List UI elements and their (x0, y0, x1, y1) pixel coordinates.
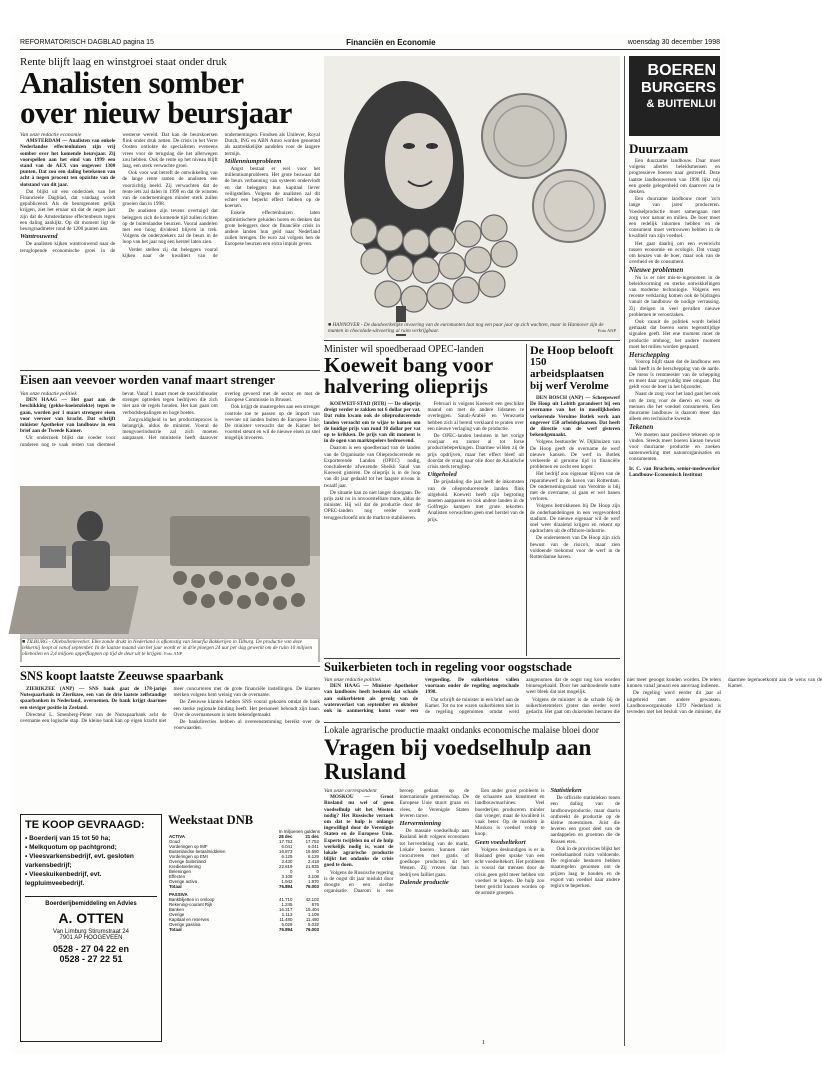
sidebar-author: Ir. C. van Bruchem, senior-medewerker Landbouw-Economisch Instituut (629, 465, 720, 478)
divider (324, 340, 620, 341)
table-cell-label: Goud (169, 839, 180, 844)
table-cell-value: 42.102 (305, 897, 319, 902)
table-cell-value: 1.970 (308, 879, 319, 884)
article-subhead: Uitgeholed (427, 471, 457, 479)
table-cell-label: Overige activa (169, 879, 198, 884)
advert-box (20, 814, 162, 1042)
article-subhead: Wantrouwend (20, 233, 58, 241)
article-paragraph: Februari is volgens Koeweit een geschikte maand om met de andere lidstaten te overleggen. Saudi-Arabië en Venezuela hebben zich al bereid verklaard te praten over een nieuwe verlaging van de productie. (427, 401, 524, 432)
sidebar-subhead: Herschepping (629, 351, 670, 360)
article-body (324, 401, 524, 641)
article-subhead: Herverminning (399, 820, 442, 828)
advert-item: • Boerderij van 15 tot 50 ha; (25, 835, 111, 842)
advert-footer: Boerderijbemiddeling en Advies (45, 901, 137, 907)
sidebar-paragraph: Het gaat daarbij om een evenwicht tussen economie en ecologie. Dat vraagt om keuzes van de boer, maar ook van de overheid en de consument. (629, 240, 720, 266)
advert-phone2: 0528 - 27 22 51 (59, 954, 123, 964)
sidebar-paragraph: Nu is er niet mis-te-ingenomen in de beleidsvorming en sterke ontwikkelingen van moderne technologie. Volgens een recente verklaring komen ook de bijdragen vanuit de landbouw de nodige verrassing. Zij dreigen in veel gevallen nieuwe problemen te veroorzaken. (629, 274, 720, 318)
weekstaat-table (168, 834, 320, 932)
table-cell-value: 76.003 (305, 927, 319, 932)
sidebar-paragraph: Naast de zorg voor het land gaat het ook om de zorg voor de dieren en voor de mensen die het voedsel consumeren. Een duurzame landbouw is daarom meer dan alleen een technische kwestie. (629, 391, 720, 423)
table-unit: In miljoenen guldens (278, 829, 320, 834)
table-cell-label: Overige (169, 912, 185, 917)
article-paragraph: De analisten zijn tevens overtuigd dat beleggers zich de komende tijd zullen richten op de buitenlandse beurzen. Vooral aandelen met een hoog dividend blijven in trek. Volgens de onderzoekers zal de beurs in de loop van het jaar nog een herstel laten zien. (122, 208, 218, 246)
table-cell-label: Bankbiljetten in omloop (169, 897, 215, 902)
article-lead: DEN BOSCH (ANP) — Scheepswerf De Hoop uit Lobith garandeert bij een overname van het in moeilijkheden verkerende Verolme Botlek werk aan ongeveer 150 arbeidsplaatsen. Dat heeft de directie van de werf gisteren bekendgemaakt. (530, 395, 620, 439)
article-byline: Van onze redactie economie (20, 132, 82, 138)
column-header: 21 dec (305, 834, 319, 839)
photo-credit: Foto ANP (164, 651, 183, 656)
article-paragraph: Angst bestaat er wel voor het millenniumprobleem. Het grote bezwaar dat de beurs verbanning van systeem ondervindt en dat beleggers hun kapitaal liever veiligstellen. Volgens de analisten zal dit echter een beperkt effect hebben op de koersen. (224, 166, 320, 210)
article-sns (20, 670, 320, 810)
article-kicker: Rente blijft laag en winstgroei staat onder druk (20, 56, 227, 68)
article-headline-line2: halvering olieprijs (324, 374, 488, 398)
article-paragraph: Zorgvuldigheid in het productieproces is belangrijk, aldus de minister. Vooral de mengvoerindustrie zal zich moeten aanpassen. Het ministerie heeft daarover overleg gevoerd met de sector en met de Europese Commissie in Brussel. (122, 391, 320, 442)
table-cell-value: 17.752 (279, 839, 293, 844)
photo-caption (328, 322, 616, 334)
table-cell-value: 21.935 (305, 864, 319, 869)
table-cell-label: Overige buitenland (169, 859, 206, 864)
article-paragraph: Volgens bestuurder W. Dijkhuizen van De Hoop geeft de overname de werf nieuwe kansen. De werf in Botlek verkeerde al geruime tijd in financiële problemen en zocht een koper. (530, 439, 620, 471)
weekstaat-dnb (168, 814, 320, 1042)
article-paragraph: Directeur L. Smenberg-Pieter van de Nutsspaarbank acht de overname een logische stap. De kleine bank kan op eigen kracht niet meer concurreren met de grote financiële instellingen. De klanten merken volgens hem weinig van de overname. (20, 686, 320, 725)
table-cell-label: Kredietverlening (169, 864, 201, 869)
table-cell-value: 11.480 (279, 917, 293, 922)
table-cell-value: 1.942 (281, 879, 293, 884)
table-cell-value: 41.710 (279, 897, 293, 902)
table-cell-value: 17.752 (305, 839, 319, 844)
article-headline-line1: De Hoop belooft (530, 343, 614, 357)
article-paragraph: Dat schrijft de minister in een brief aan de Kamer. Tot nu toe waren suikerbieten niet in de regeling opgenomen omdat werd aangenomen dat de oogst nog kon worden binnengehaald. Door het aanhoudende natte weer bleek dat niet mogelijk. (425, 677, 620, 716)
table-header-row (168, 889, 320, 897)
article-paragraph: Een ander groot probleem is de schaarste aan kunstmest en landbouwmachines. Veel boerderijen produceren minder dan vroeger, maar de kwaliteit is vaak beter. Op de markten in Moskou is voedsel volop te koop. (475, 788, 545, 838)
section-header: ACTIVA (169, 834, 186, 839)
table-cell-label: Totaal (169, 884, 182, 889)
table-cell-value: 15.404 (305, 907, 319, 912)
table-cell-value: 6.041 (308, 844, 319, 849)
article-paragraph: Daarom is een spoedberaad van de landen van de Organisatie van Olieproducerende en Exporterende Landen (OPEC) nodig, concludeerde afwezende Sheikh Saud van Koeweit gisteren. De olieprijs is in de loop van dit jaar gedaald tot het laagste niveau in twaalf jaar. (324, 445, 421, 489)
article-subhead: Statistieken (550, 787, 582, 794)
sidebar-paragraph: Een duurzame landbouw moet 'zo'n lange van jaren' produceren. Voedselproductie moet samengaan met zorg voor natuur en milieu. De boer moet een redelijk inkomen hebben en de consument moet vertrouwen hebben in de kwaliteit van zijn voedsel. (629, 196, 720, 240)
article-paragraph: De prijsdaling die jaar heeft de inkomsten van de olieproducerende landen flink uitgehold. Koeweit heeft zijn begroting moeten aanpassen en ook andere landen in de Golfregio kampen met grote tekorten. Analisten verwachten geen snel herstel van de prijs. (427, 479, 524, 523)
article-paragraph: De Zeeuwse klanten hebben SNS vooral gekozen omdat de bank een sterke regionale binding heeft. Het personeel behoudt zijn baan. Over de overnamesom is niets bekendgemaakt. (173, 699, 320, 718)
sidebar-paragraph: Voorop blijft staan dat de landbouw een taak heeft in de herschepping van de aarde. De mens is rentmeester van de schepping en moet daar zorgvuldig mee omgaan. Dat geldt voor de boer in het bijzonder. (629, 359, 720, 391)
column-header: 28 dec (278, 834, 293, 839)
table-cell-value: 3.108 (281, 874, 293, 879)
page-mark: 1 (482, 1040, 485, 1046)
article-paragraph: Ook krijgt de maatregelen aan een strenger controle toe te passen op de import van veevoer uit landen buiten de Europese Unie. De minister verwacht dat de Kamer het voorstel steunt en wil de nieuwe eisen zo snel mogelijk invoeren. (224, 404, 320, 442)
table-cell-label: Banken (169, 907, 184, 912)
advert-item: • Melkquotum op pachtgrond; (25, 844, 117, 851)
article-lead: DEN HAAG — Minister Apotheker van landbouw heeft besloten dat schade aan suikerbieten als gevolg van de wateroverlast van september en oktober ook in aanmerking komt voor een vergoeding. De suikerbieten vallen voortaan onder de regeling oogstschade 1998. (324, 677, 519, 715)
article-paragraph: De massale voedselhulp aan Rusland leidt volgens economen tot herverdeling van de markt. Lokale boeren kunnen niet concurreren met gratis of goedkope producten uit het Westen. Zij vrezen dat hun bedrijven failliet gaan. (399, 828, 469, 878)
article-kicker: Lokale agrarische productie maakt ondanks economische malaise bloei door (324, 725, 599, 735)
table-cell-value: 16.317 (279, 907, 293, 912)
article-rusland (324, 725, 620, 1045)
header-section: Financiën en Economie (346, 38, 436, 47)
header-paper-name: REFORMATORISCH DAGBLAD pagina 15 (20, 39, 154, 46)
table-cell-label: Kapitaal en reserves (169, 917, 210, 922)
photo-caption-text: HANNOVER - De daadwerkelijke invoering van de euromunten laat nog een paar jaar op zich wachten, maar in Hannover zijn de munten in chocolade-uitvoering al ruim verkrijgbaar. (328, 322, 604, 334)
table-cell-value: 0 (316, 869, 319, 874)
table-cell-value: 6.041 (281, 844, 293, 849)
article-body (324, 788, 620, 1070)
article-paragraph: Volgens de minister is de schade bij de suikerbietentelers groter dan eerder werd gedacht. Het gaat om duizenden hectares die niet meer geoogst konden worden. De telers kunnen vanaf januari een aanvraag indienen. (526, 677, 721, 716)
divider (20, 666, 320, 667)
article-body (324, 677, 822, 717)
table-cell-value: 0 (289, 869, 293, 874)
advert-address: Van Limburg Stirumstraat 24 (53, 929, 129, 935)
article-paragraph: De ondernemers van De Hoop zijn zich bewust van de risico's, maar zien voldoende toekomst voor de werf in de Rotterdamse haven. (530, 535, 620, 561)
header-date: woensdag 30 december 1998 (627, 39, 720, 46)
divider (20, 370, 320, 371)
table-cell-value: 1.113 (281, 912, 293, 917)
article-body (20, 686, 320, 806)
article-paragraph: Enkele effectenhuizen laten optimistischere geluiden horen en denken dat grote beleggers door de financiële crisis in andere landen hun geld naar Nederland zullen brengen. De euro zal volgens hen de Europese beurzen een extra impuls geven. (224, 210, 320, 248)
article-paragraph: De OPEC-landen besloten in het vorige voorjaar en zomer al tot forse productiebeperkingen. Daarmee wilden zij de prijs opdrijven, maar het effect bleef uit doordat de vraag naar olie door de Aziatische crisis sterk terugliep. (427, 433, 524, 471)
article-headline: Suikerbieten toch in regeling voor oogstschade (324, 660, 572, 674)
sidebar-subhead: Tekenen (629, 423, 654, 432)
table-cell-value: 6.129 (308, 854, 319, 859)
logo-line2: BURGERS (640, 79, 716, 96)
sidebar-subhead: Nieuwe problemen (629, 266, 684, 275)
table-cell-label: Effecten (169, 874, 186, 879)
article-paragraph: Ook in de provincies blijkt het voedselaanbod ruim voldoende. De regionale besturen hebben maatregelen genomen om de prijzen laag te houden en de export van voedsel naar andere regio's te beperken. (550, 845, 620, 890)
page-header (20, 36, 720, 50)
article-paragraph: Dat blijkt uit een onderzoek van het Financieele Dagblad, dat vandaag wordt gepubliceerd. Als de beursgenoten gelijk krijgen, ziet het ernaar uit dat de negen jaar zijn dat de Amsterdamse effectenbeurs tegen een daling aankijkt. Op dit moment ligt de beursgraadmeter rond de 1200 punten aan. (20, 188, 116, 233)
table-row (168, 927, 320, 932)
table-cell-value: 876 (311, 902, 319, 907)
article-kicker: Minister wil spoedberaad OPEC-landen (324, 344, 484, 355)
article-headline: Eisen aan veevoer worden vanaf maart strenger (20, 373, 276, 387)
article-koeweit (324, 344, 524, 654)
table-cell-label: Overige passiva (169, 922, 201, 927)
table-cell-label: Buitenlandse betaalmiddelen (169, 849, 226, 854)
table-cell-value: 5.032 (308, 922, 319, 927)
article-subhead: Dalende productie (399, 878, 449, 886)
article-de-hoop (530, 344, 620, 656)
table-cell-value: 2.430 (281, 859, 293, 864)
article-headline-line2: over nieuw beursjaar (20, 95, 292, 130)
photo-caption-text: TILBURG - Oliebollenlevetier. Elke zonde drukt in Nederland is afkomstig van Smurfia Bakkerijen in Tilburg. De productie van deze lekkernij loopt al vanaf september. In de laatste maand van het jaar wordt er in drie ploegen 24 uur per dag gewerkt om de ruim 10 miljoen oliebollen en 2,4 miljoen appelflappen op tijd de deur uit te krijgen. (22, 639, 313, 657)
advert-phone: 0528 - 27 04 22 en (52, 944, 130, 954)
article-lead: ZIERIKZEE (ANP) — SNS bank gaat de 178-jarige Nutsspaarbank in Zierikzee, een van de drie laatste zelfstandige spaarbanken in Nederland, overnemen. De bank krijgt daarmee een steviger positie in Zeeland. (20, 686, 167, 711)
table-cell-label: Vorderingen op IMF (169, 844, 208, 849)
table-cell-label: Vorderingen op EMI (169, 854, 208, 859)
article-body (530, 395, 620, 560)
table-title: Weekstaat DNB (168, 813, 254, 827)
article-paragraph: De analisten kijken wantrouwend naar de teruglopende economische groei in de westerse wereld. Dat kan de beurskoersen flink onder druk zetten. De crisis in het Verre Oosten ontlokte de specialisten eveneens vrees voor de terugslag die het allerwegen zou hebben. Ook de rente op het niveau blijft laag, een sterk verwachte groei. (20, 132, 218, 254)
article-subhead: Millenniumprobleem (224, 157, 282, 165)
article-veevoer (20, 374, 320, 484)
article-paragraph: Volgens deskundigen is er in Rusland geen sprake van een echt voedseltekort. Het probleem is vooral dat mensen door de crisis geen geld meer hebben om voedsel te kopen. De hulp zou beter gericht kunnen worden op de armste groepen. (475, 846, 545, 897)
table-cell-value: 5.029 (281, 922, 293, 927)
article-paragraph: De regeling werd eerder dit jaar al uitgebreid met andere gewassen. Landbouworganisatie LTO Nederland is tevreden met het besluit van de minister, die daarmee tegemoetkomt aan de wens van de Kamer. (627, 677, 822, 716)
sidebar-column (624, 56, 720, 1046)
table-body-activa (168, 839, 320, 889)
coins-illustration (324, 56, 620, 338)
section-header: PASSIVA (169, 892, 188, 897)
article-paragraph: De situatie kan zo niet langer doorgaan. De prijs zakt nu in onvoorstelbare mate, aldus de minister. Hij wil dat de productie door de OPEC-landen nog verder wordt teruggeschroefd om de markt te stabiliseren. (324, 489, 421, 521)
table-cell-value: 16.650 (305, 849, 319, 854)
photo-euro-coins (324, 56, 620, 338)
article-headline-line1: Koeweit bang voor (324, 353, 494, 377)
article-paragraph: De bankdirecties hebben al overeenstemming bereikt over de voorwaarden. (173, 719, 320, 732)
article-lead: AMSTERDAM — Analisten van enkele Nederlandse effectenhuizen zijn vrij somber over het komende beursjaar. Zij voorspellen aan het eind van 1999 een stand van de AEX van ongeveer 1300 punten. Dat zou een daling betekenen van acht à negen procent ten opzichte van de slotstand van dit jaar. (20, 138, 116, 188)
table-cell-value: 76.894 (279, 927, 293, 932)
article-byline: Van onze redactie politiek (20, 391, 77, 397)
advert-items (25, 834, 157, 888)
photo-caption (22, 639, 318, 662)
article-paragraph: Ook voor wat betreft de ontwikkeling van de lange rente ramen de analisten een voorzichtig beeld. Zij verwachten dat de rente iets zal dalen in 1999 en dat de winsten van de ondernemingen minder sterk zullen groeien dan in 1998. (122, 170, 218, 208)
article-body (20, 391, 320, 477)
newspaper-page (12, 34, 822, 1054)
caption-marker: ■ (328, 322, 333, 328)
advert-name: A. OTTEN (58, 910, 124, 926)
table-cell-value: 1.245 (281, 902, 293, 907)
table-cell-value: 6.129 (281, 854, 293, 859)
logo-line3: & BUITENLUI (646, 98, 716, 110)
article-headline: SNS koopt laatste Zeeuwse spaarbank (20, 669, 224, 683)
article-byline: Van onze redactie politiek (324, 677, 381, 683)
article-paragraph: Uit onderzoek blijkt dat voeder voor runderen nog te vaak resten van diermeel bevat. Vanaf 1 maart moet de toezichthouder strenger optreden tegen bedrijven die zich niet aan de regels houden. Het kan gaan om verbodsbepalingen en hoge boetes. (20, 391, 218, 448)
article-paragraph: Het bedrijf zou eigenaar blijven van de reparatiewerf in de haven van Rotterdam. De ondernemingsraad van Verolme is blij met de overname, al gaan er wel banen verloren. (530, 471, 620, 503)
bakery-illustration (20, 486, 320, 638)
logo-line1: BOEREN (647, 62, 716, 79)
article-lead: KOEWEIT-STAD (RTR) — De olieprijs dreigt verder te zakken tot 6 dollar per vat. Dat ruim kwam ook de olieproducerende landen verzocht om te wijze te komen om de huidige prijs van rond 10 dollar per vat op te krikken. De prijs van dit moment is in de ogen van marktspelers bedroevend. (324, 401, 421, 445)
article-paragraph: Volgens betrokkenen bij De Hoop zijn de onderhandelingen in een vergevorderd stadium. De nieuwe eigenaar wil de werf snel weer draaiend krijgen en rekent op opdrachten uit de offshore-industrie. (530, 503, 620, 535)
table-cell-value: 3.108 (308, 874, 319, 879)
table-cell-label: Totaal (169, 927, 182, 932)
article-lead: DEN HAAG — Het gaat aan de beschikking (gekke-koeienziekte) tegen te gaan, worden per 1 maart strengere eisen voor veevoer van kracht. Dat schrijft minister Apotheker van landbouw in een brief aan de Tweede Kamer. (20, 397, 116, 435)
photo-oliebollen (20, 486, 320, 662)
table-cell-value: 16.873 (279, 849, 293, 854)
caption-marker: ■ (22, 639, 27, 645)
photo-credit: Foto ANP (597, 328, 616, 333)
table-cell-value: 1.109 (308, 912, 319, 917)
article-body (20, 132, 320, 372)
divider (526, 344, 527, 656)
article-paragraph: Volgens de Russische regering is de oogst dit jaar mislukt door droogte en een slechte organisatie. Daarom is een beroep gedaan op de internationale gemeenschap. De Europese Unie stuurt graan en vlees, de Verenigde Staten leveren tarwe. (324, 788, 469, 895)
article-headline: Vragen bij voedselhulp aan Rusland (324, 735, 592, 784)
article-byline: Van onze correspondent (324, 788, 377, 794)
sidebar-paragraph: Een duurzame landbouw. Daar moet volgens allerlei beleidsmensen en progressieve boeren naar gestreefd. Deze laatste landbouwersen van 1998 lijkt mij een goede gelegenheid om daarover na te denken. (629, 158, 720, 196)
table-cell-value: 2.418 (308, 859, 319, 864)
sidebar-body (629, 158, 720, 478)
table-cell-value: 11.480 (305, 917, 319, 922)
sidebar-paragraph: Ook vanuit de politiek wordt beleid gemaakt dat boeren soms tegenstrijdige signalen geeft. Het ene moment moet de productie omhoog, het andere moment moet het milieu worden gespaard. (629, 319, 720, 350)
sidebar-paragraph: We moeten naar positieve tekenen op te vinden. Steeds meer boeren kiezen bewust voor duurzame productie en zoeken samenwerking met natuurorganisaties en consumenten. (629, 431, 720, 463)
article-paragraph: De officiële statistieken tonen een daling van de landbouwproductie, maar daarin ontbreekt de productie op de kleine moestuinen. Juist die leveren een groot deel van de aardappelen en groenten die de Russen eten. (550, 795, 620, 845)
article-headline-line2: 150 arbeidsplaatsen (530, 356, 604, 380)
article-paragraph: Verder stellen zij dat beleggers vooral kijken naar de kwaliteit van de ondernemingen. Fondsen als Unilever, Royal Dutch, ING en ABN Amro worden genoemd als aantrekkelijke aandelen voor de langere termijn. (122, 132, 320, 259)
advert-title: TE KOOP GEVRAAGD: (25, 819, 145, 831)
article-suikerbieten (324, 660, 822, 719)
advert-item: • Vleesvarkensbedrijf, evt. gesloten varkensbedrijf; (25, 853, 134, 869)
sidebar-logo (629, 56, 720, 136)
divider (324, 722, 620, 723)
article-lead: MOSKOU — Groot Rusland nu wel of geen voedselhulp uit het Westen nodig? Het Russische verzoek om dat te hulp is onlangs ingewilligd door de Verenigde Staten en de Europese Unie. Experts twijfelen nu of de hulp werkelijk nodig is, want de lokale agrarische productie blijkt het ondanks de crisis goed te doen. (324, 794, 394, 869)
table-cell-value: 76.894 (279, 884, 293, 889)
sidebar-title: Duurzaam (629, 141, 689, 156)
article-headline-line1: Analisten somber (20, 65, 244, 100)
article-analisten (20, 56, 320, 368)
article-subhead: Geen voedseltekort (475, 838, 526, 846)
table-cell-value: 22.619 (279, 864, 293, 869)
advert-item: • Vleeskuikenbedrijf, evt. legpluimveebedrijf. (25, 871, 102, 887)
table-cell-value: 76.003 (305, 884, 319, 889)
advert-footer-box (25, 896, 157, 964)
table-body-passiva (168, 897, 320, 932)
advert-city: 7901 AP HOOGEVEEN (59, 935, 123, 941)
table-cell-label: Rekening-courant Rijk (169, 902, 213, 907)
article-headline-line3: bij werf Verolme (530, 380, 609, 392)
divider (324, 658, 620, 659)
table-cell-label: Beleningen (169, 869, 191, 874)
